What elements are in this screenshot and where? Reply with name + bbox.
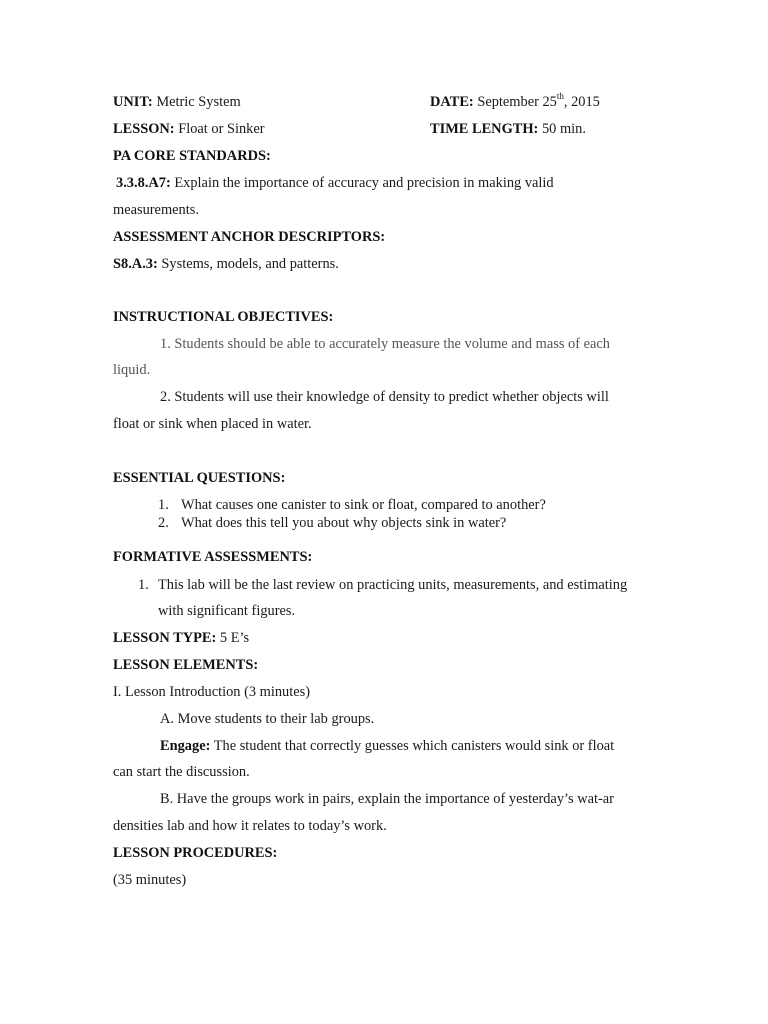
standards-heading: PA CORE STANDARDS: (113, 148, 271, 164)
standards-text-1: Explain the importance of accuracy and precision in making valid (174, 175, 554, 191)
elements-heading: LESSON ELEMENTS: (113, 657, 259, 673)
unit-value: Metric System (156, 94, 241, 110)
essential-heading: ESSENTIAL QUESTIONS: (113, 470, 286, 486)
lesson-type-value: 5 E’s (219, 630, 250, 646)
essential-item-1-text: What causes one canister to sink or float, compared to another? (181, 497, 546, 513)
anchor-heading: ASSESSMENT ANCHOR DESCRIPTORS: (113, 229, 386, 245)
lesson-type-label: LESSON TYPE: (113, 630, 217, 646)
unit-label: UNIT: (113, 94, 153, 110)
elements-b-line-2: densities lab and how it relates to today’s work. (113, 818, 387, 834)
anchor-text: Systems, models, and patterns. (161, 256, 339, 272)
engage-line-1 (160, 737, 614, 755)
elements-b-line-1: B. Have the groups work in pairs, explain the importance of yesterday’s wat-ar (160, 791, 614, 807)
lesson-type-line (113, 629, 249, 647)
time-label: TIME LENGTH: (430, 121, 539, 137)
engage-line-2: can start the discussion. (113, 764, 250, 780)
objectives-heading: INSTRUCTIONAL OBJECTIVES: (113, 309, 334, 325)
objective-2-line-2: float or sink when placed in water. (113, 416, 312, 432)
objective-1-line-1: 1. Students should be able to accurately measure the volume and mass of each (160, 336, 610, 352)
engage-text-1: The student that correctly guesses which canisters would sink or float (213, 738, 615, 754)
time-line (430, 120, 586, 138)
anchor-line (113, 255, 339, 273)
elements-intro: I. Lesson Introduction (3 minutes) (113, 684, 311, 700)
date-sup: th (556, 91, 564, 102)
formative-line-2: with significant figures. (158, 603, 296, 619)
essential-item-2-text: What does this tell you about why objects sink in water? (181, 515, 507, 531)
date-label: DATE: (430, 94, 474, 110)
unit-line (113, 93, 241, 111)
formative-line-1: This lab will be the last review on practicing units, measurements, and estimating (158, 577, 628, 593)
objective-2-line-1: 2. Students will use their knowledge of density to predict whether objects will (160, 389, 609, 405)
elements-a: A. Move students to their lab groups. (160, 711, 375, 727)
procedures-duration: (35 minutes) (113, 872, 187, 888)
formative-num: 1. (138, 577, 149, 593)
time-value: 50 min. (541, 121, 586, 137)
anchor-code: S8.A.3: (113, 256, 158, 272)
date-line (430, 93, 600, 111)
formative-heading: FORMATIVE ASSESSMENTS: (113, 549, 313, 565)
standards-line-1 (116, 174, 554, 192)
procedures-heading: LESSON PROCEDURES: (113, 845, 278, 861)
lesson-line (113, 120, 265, 138)
standards-line-2: measurements. (113, 202, 199, 218)
lesson-value: Float or Sinker (178, 121, 265, 137)
essential-item-1-num: 1. (158, 497, 169, 513)
standards-code: 3.3.8.A7: (116, 175, 171, 191)
date-value-post: , 2015 (563, 94, 600, 110)
lesson-label: LESSON: (113, 121, 175, 137)
date-value-pre: September 25 (477, 94, 557, 110)
engage-label: Engage: (160, 738, 211, 754)
essential-item-2-num: 2. (158, 515, 169, 531)
objective-1-line-2: liquid. (113, 362, 151, 378)
